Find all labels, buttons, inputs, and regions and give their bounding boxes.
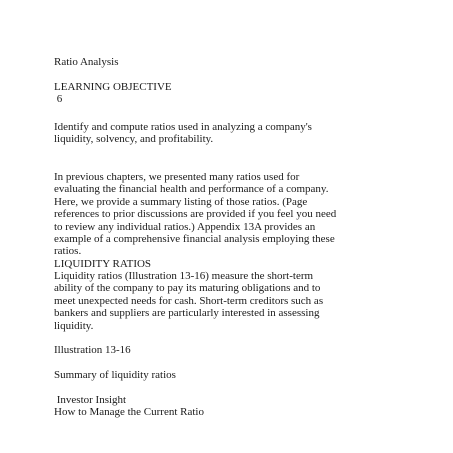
intro-paragraph-line: In previous chapters, we presented many ratios used for <box>54 171 300 183</box>
liquidity-heading: LIQUIDITY RATIOS <box>54 258 152 270</box>
liquidity-paragraph-line: meet unexpected needs for cash. Short-term creditors such as <box>54 294 324 307</box>
illustration-label: Illustration 13-16 <box>54 344 131 356</box>
intro-paragraph-line: evaluating the financial health and performance of a company. <box>54 183 329 196</box>
objective-number: 6 <box>54 93 63 105</box>
liquidity-paragraph <box>54 270 404 332</box>
objective-text-line: liquidity, solvency, and profitability. <box>54 133 214 146</box>
liquidity-paragraph-line: ability of the company to pay its maturing obligations and to <box>54 282 321 295</box>
insight-label: Investor Insight <box>54 394 127 406</box>
intro-paragraph-line: ratios. <box>54 245 82 258</box>
section-title: Ratio Analysis <box>54 56 119 68</box>
insight-title: How to Manage the Current Ratio <box>54 406 204 418</box>
intro-paragraph-line: to review any individual ratios.) Appendix 13A provides an <box>54 220 316 233</box>
intro-paragraph-line: references to prior discussions are provided if you feel you need <box>54 208 337 221</box>
liquidity-paragraph-line: bankers and suppliers are particularly interested in assessing <box>54 307 320 320</box>
intro-paragraph <box>54 171 404 258</box>
liquidity-paragraph-line: Liquidity ratios (Illustration 13-16) measure the short-term <box>54 270 314 282</box>
objective-heading: LEARNING OBJECTIVE <box>54 81 172 93</box>
liquidity-paragraph-line: liquidity. <box>54 319 94 332</box>
intro-paragraph-line: example of a comprehensive financial analysis employing these <box>54 233 335 246</box>
illustration-caption: Summary of liquidity ratios <box>54 369 176 381</box>
objective-text <box>54 121 404 146</box>
objective-text-line: Identify and compute ratios used in analyzing a company's <box>54 121 312 133</box>
intro-paragraph-line: Here, we provide a summary listing of those ratios. (Page <box>54 195 308 208</box>
